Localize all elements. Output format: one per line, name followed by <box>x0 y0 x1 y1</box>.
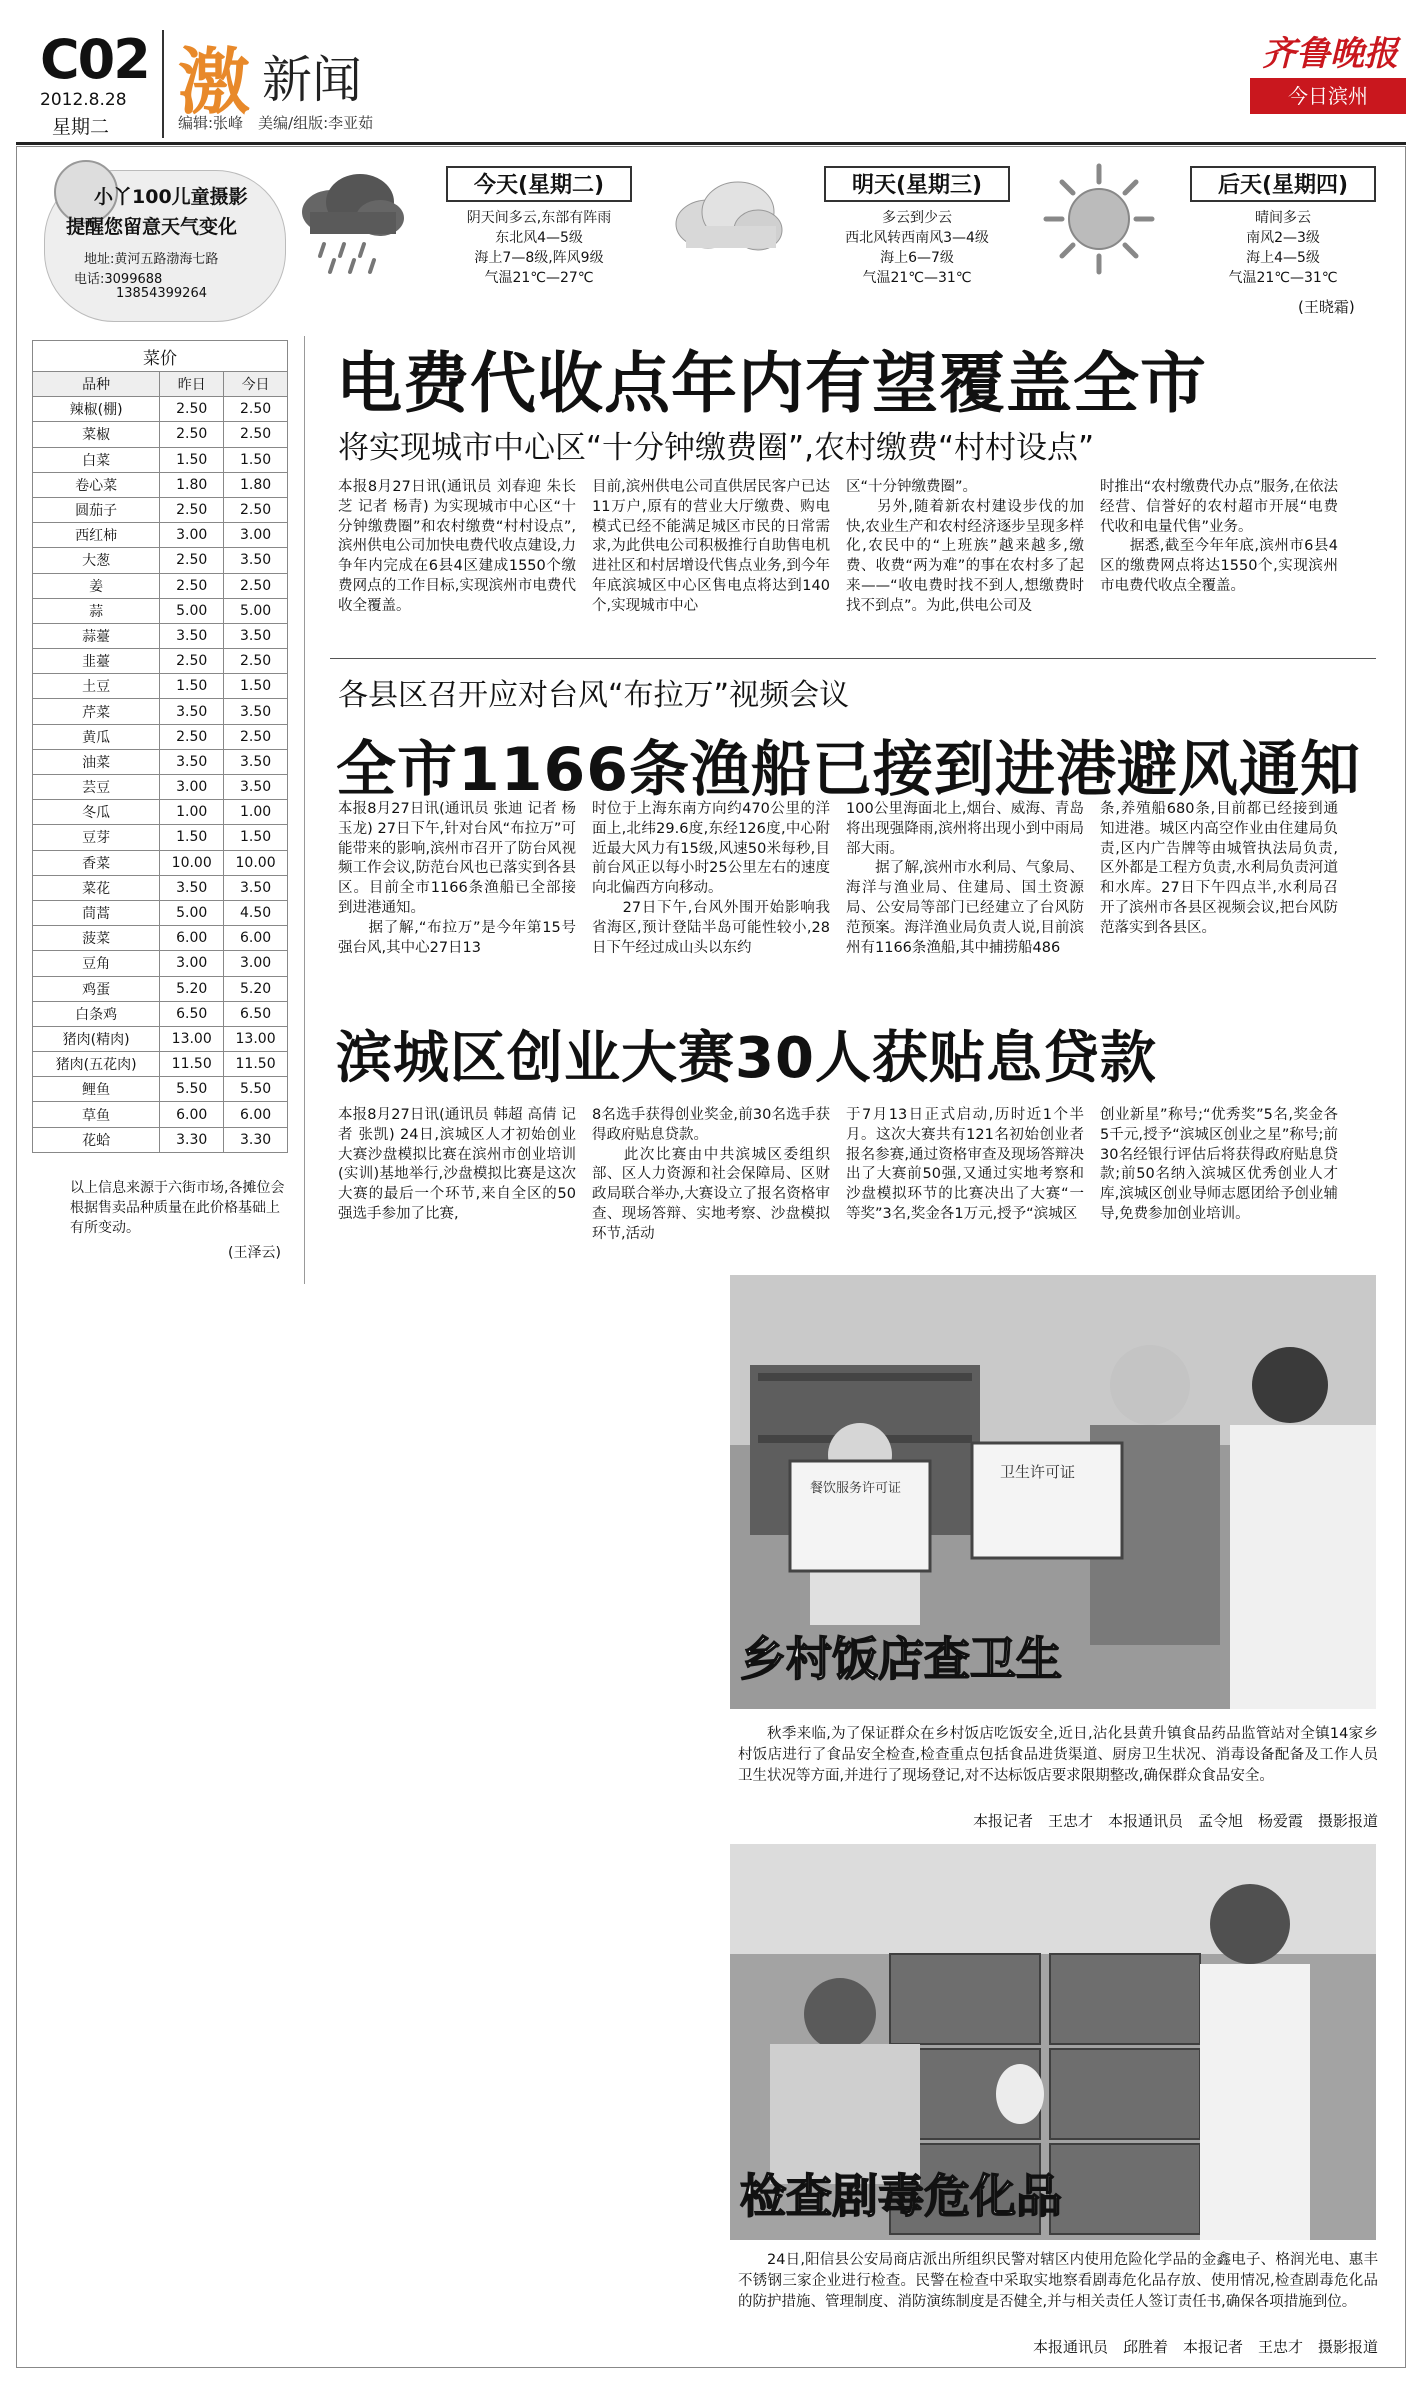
price-yesterday: 10.00 <box>160 850 224 875</box>
price-row <box>33 397 288 422</box>
col-header-today: 今日 <box>224 372 288 397</box>
price-item: 花蛤 <box>33 1127 160 1152</box>
price-today: 2.50 <box>224 397 288 422</box>
weather-dayafter-title: 后天(星期四) <box>1190 166 1376 202</box>
price-item: 韭薹 <box>33 649 160 674</box>
weather-today-sky: 阴天间多云,东部有阵雨 <box>466 210 612 226</box>
price-today: 5.00 <box>224 598 288 623</box>
page-weekday: 星期二 <box>52 116 110 138</box>
article3-col3: 于7月13日正式启动,历时近1个半月。这次大赛共有121名初始创业者报名参赛,通过资格审查及现场答辩决出了大赛前50强,又通过实地考察和沙盘模拟环节的比赛决出了大赛“一等奖”3名,奖金各1万元,授予“滨城区 <box>846 1107 1084 1222</box>
price-row <box>33 1026 288 1051</box>
price-row <box>33 674 288 699</box>
price-yesterday: 3.50 <box>160 699 224 724</box>
price-today: 6.00 <box>224 926 288 951</box>
price-yesterday: 3.00 <box>160 951 224 976</box>
photo-restaurant-inspection <box>730 1275 1376 1709</box>
header-rule <box>16 142 1406 145</box>
price-item: 冬瓜 <box>33 800 160 825</box>
price-row <box>33 1127 288 1152</box>
article1-col4: 时推出“农村缴费代办点”服务,在依法经营、信誉好的农村超市开展“电费代收和电量代售”业务。 据悉,截至今年年底,滨州市6县4区的缴费网点将达1550个,实现滨州市电费代收点全覆盖。 <box>1100 479 1338 594</box>
article3-col1: 本报8月27日讯(通讯员 韩超 高倩 记者 张凯) 24日,滨城区人才初始创业大赛沙盘模拟比赛在滨州市创业培训(实训)基地举行,沙盘模拟比赛是这次大赛的最后一个环节,来自全区的50强选手参加了比赛, <box>338 1107 576 1222</box>
column-logo-name: 新闻 <box>262 51 362 109</box>
price-row <box>33 775 288 800</box>
price-item: 菜椒 <box>33 422 160 447</box>
price-row <box>33 548 288 573</box>
price-today: 3.50 <box>224 875 288 900</box>
price-today: 1.50 <box>224 447 288 472</box>
price-yesterday: 13.00 <box>160 1026 224 1051</box>
price-today: 3.50 <box>224 775 288 800</box>
price-row <box>33 699 288 724</box>
vegetable-price-table <box>32 340 288 1153</box>
price-yesterday: 2.50 <box>160 422 224 447</box>
price-yesterday: 1.80 <box>160 472 224 497</box>
price-item: 菠菜 <box>33 926 160 951</box>
price-today: 5.50 <box>224 1077 288 1102</box>
price-item: 蒜薹 <box>33 623 160 648</box>
price-today: 3.50 <box>224 623 288 648</box>
price-yesterday: 5.50 <box>160 1077 224 1102</box>
price-row <box>33 976 288 1001</box>
weather-dayafter-temp: 气温21℃—31℃ <box>1228 270 1338 286</box>
ad-slogan: 提醒您留意天气变化 <box>66 216 238 238</box>
price-item: 菜花 <box>33 875 160 900</box>
price-today: 4.50 <box>224 900 288 925</box>
weather-tomorrow-wind: 西北风转西南风3—4级 <box>845 230 989 246</box>
price-item: 姜 <box>33 573 160 598</box>
price-today: 13.00 <box>224 1026 288 1051</box>
price-today: 3.00 <box>224 523 288 548</box>
weather-dayafter-wind: 南风2—3级 <box>1246 230 1320 246</box>
weather-today-sea: 海上7—8级,阵风9级 <box>474 250 604 266</box>
newspaper-logo: 齐鲁晚报 <box>1262 34 1398 74</box>
ad-phone: 电话:3099688 <box>74 272 163 287</box>
photo1-caption: 秋季来临,为了保证群众在乡村饭店吃饭安全,近日,沾化县黄升镇食品药品监管站对全镇14家乡村饭店进行了食品安全检查,检查重点包括食品进货渠道、厨房卫生状况、消毒设备配备及工作人员卫生状况等方面,并进行了现场登记,对不达标饭店要求限期整改,确保群众食品安全。 <box>738 1726 1378 1784</box>
price-row <box>33 951 288 976</box>
price-item: 卷心菜 <box>33 472 160 497</box>
price-today: 2.50 <box>224 422 288 447</box>
article3-col2: 8名选手获得创业奖金,前30名选手获得政府贴息贷款。 此次比赛由中共滨城区委组织部、区人力资源和社会保障局、区财政局联合举办,大赛设立了报名资格审查、现场答辩、实地考察、沙盘模拟环节,活动 <box>592 1107 830 1242</box>
price-item: 白菜 <box>33 447 160 472</box>
price-row <box>33 900 288 925</box>
weather-today-title: 今天(星期二) <box>446 166 632 202</box>
price-row <box>33 497 288 522</box>
weather-tomorrow-temp: 气温21℃—31℃ <box>862 270 972 286</box>
price-yesterday: 11.50 <box>160 1052 224 1077</box>
price-today: 5.20 <box>224 976 288 1001</box>
hygiene-license: 卫生许可证 <box>1000 1463 1076 1481</box>
price-item: 鲤鱼 <box>33 1077 160 1102</box>
price-row <box>33 800 288 825</box>
weather-dayafter-sky: 晴间多云 <box>1255 210 1311 226</box>
article1-col2: 目前,滨州供电公司直供居民客户已达11万户,原有的营业大厅缴费、购电模式已经不能满足城区市民的日常需求,为此供电公司积极推行自助售电机进社区和村居增设代售点业务,到今年年底滨城区中心区售电点将达到140个,实现城市中心 <box>592 479 830 614</box>
price-yesterday: 3.00 <box>160 523 224 548</box>
price-item: 豆芽 <box>33 825 160 850</box>
price-table-caption: 菜价 <box>33 341 288 372</box>
header-divider <box>162 30 164 138</box>
column-logo-mark: 激 <box>178 39 251 124</box>
price-yesterday: 2.50 <box>160 497 224 522</box>
price-row <box>33 1102 288 1127</box>
price-item: 香菜 <box>33 850 160 875</box>
price-today: 1.80 <box>224 472 288 497</box>
price-item: 蒜 <box>33 598 160 623</box>
weather-tomorrow-sea: 海上6—7级 <box>880 250 954 266</box>
photo-studio-ad <box>44 160 284 328</box>
price-today: 10.00 <box>224 850 288 875</box>
price-today: 2.50 <box>224 497 288 522</box>
price-yesterday: 6.00 <box>160 1102 224 1127</box>
article2-col2: 时位于上海东南方向约470公里的洋面上,北纬29.6度,东经126度,中心附近最大风力有15级,风速50米每秒,目前台风正以每小时25公里左右的速度向北偏西方向移动。 27日下午,台风外围开始影响我省海区,预计登陆半岛可能性较小,28日下午经过成山头以东约 <box>592 801 830 956</box>
price-yesterday: 2.50 <box>160 548 224 573</box>
price-item: 茼蒿 <box>33 900 160 925</box>
price-today: 2.50 <box>224 649 288 674</box>
price-yesterday: 5.00 <box>160 598 224 623</box>
section-badge: 今日滨州 <box>1250 78 1406 114</box>
price-item: 土豆 <box>33 674 160 699</box>
price-item: 西红柿 <box>33 523 160 548</box>
weather-today-temp: 气温21℃—27℃ <box>484 270 594 286</box>
price-yesterday: 3.30 <box>160 1127 224 1152</box>
price-item: 黄瓜 <box>33 724 160 749</box>
weather-credit: (王晓霜) <box>1298 298 1355 316</box>
price-item: 鸡蛋 <box>33 976 160 1001</box>
photo1-credit: 本报记者 王忠才 本报通讯员 孟令旭 杨爱霞 摄影报道 <box>972 1812 1378 1830</box>
price-row <box>33 749 288 774</box>
price-row <box>33 875 288 900</box>
price-yesterday: 1.50 <box>160 825 224 850</box>
price-credit: (王泽云) <box>228 1245 281 1261</box>
price-today: 2.50 <box>224 573 288 598</box>
page-code: C02 <box>40 28 149 91</box>
article1-headline: 电费代收点年内有望覆盖全市 <box>336 345 1207 422</box>
price-row <box>33 825 288 850</box>
price-source-note: 以上信息来源于六街市场,各摊位会根据售卖品种质量在此价格基础上有所变动。 <box>70 1180 285 1236</box>
price-row <box>33 472 288 497</box>
photo2-title: 检查剧毒危化品 <box>740 2169 1062 2223</box>
price-row <box>33 649 288 674</box>
article3-headline: 滨城区创业大赛30人获贴息贷款 <box>336 1026 1157 1091</box>
article3-col4: 创业新星”称号;“优秀奖”5名,奖金各5千元,授予“滨城区创业之星”称号;前30名经银行评估后将获得政府贴息贷款;前50名纳入滨城区优秀创业人才库,滨城区创业导师志愿团给予创业辅导,免费参加创业培训。 <box>1100 1107 1338 1222</box>
cloud-icon <box>668 160 786 278</box>
photo1-title: 乡村饭店查卫生 <box>740 1632 1062 1686</box>
price-yesterday: 2.50 <box>160 724 224 749</box>
price-row <box>33 724 288 749</box>
weather-today-wind: 东北风4—5级 <box>495 230 583 246</box>
photo2-credit: 本报通讯员 邱胜着 本报记者 王忠才 摄影报道 <box>1032 2338 1378 2356</box>
price-yesterday: 1.00 <box>160 800 224 825</box>
price-today: 2.50 <box>224 724 288 749</box>
price-yesterday: 2.50 <box>160 649 224 674</box>
article2-kicker: 各县区召开应对台风“布拉万”视频会议 <box>338 678 850 713</box>
price-today: 3.30 <box>224 1127 288 1152</box>
price-row <box>33 598 288 623</box>
sun-icon <box>1040 160 1158 278</box>
food-service-license: 餐饮服务许可证 <box>810 1481 902 1496</box>
article1-col3: 区“十分钟缴费圈”。 另外,随着新农村建设步伐的加快,农业生产和农村经济逐步呈现多样化,农民中的“上班族”越来越多,缴费、收费“两为难”的事在农村多了起来——“收电费时找不到人,想缴费时找不到点”。为此,供电公司及 <box>846 479 1084 614</box>
price-today: 3.50 <box>224 548 288 573</box>
rain-cloud-icon <box>292 160 410 278</box>
price-yesterday: 3.50 <box>160 623 224 648</box>
weather-dayafter-sea: 海上4—5级 <box>1246 250 1320 266</box>
price-item: 白条鸡 <box>33 1001 160 1026</box>
price-today: 1.50 <box>224 674 288 699</box>
article2-headline: 全市1166条渔船已接到进港避风通知 <box>336 735 1361 805</box>
price-row <box>33 850 288 875</box>
price-row <box>33 623 288 648</box>
price-yesterday: 1.50 <box>160 447 224 472</box>
price-today: 1.50 <box>224 825 288 850</box>
price-row <box>33 422 288 447</box>
col-header-yesterday: 昨日 <box>160 372 224 397</box>
price-item: 豆角 <box>33 951 160 976</box>
price-row <box>33 1001 288 1026</box>
price-row <box>33 523 288 548</box>
price-item: 油菜 <box>33 749 160 774</box>
price-today: 3.50 <box>224 699 288 724</box>
ad-mobile: 13854399264 <box>116 286 207 301</box>
article1-col1: 本报8月27日讯(通讯员 刘春迎 朱长芝 记者 杨青) 为实现城市中心区“十分钟缴费圈”和农村缴费“村村设点”,滨州供电公司加快电费代收点建设,力争年内完成在6县4区建成1550个缴费网点的工作目标,实现滨州市电费代收全覆盖。 <box>338 479 576 614</box>
price-row <box>33 926 288 951</box>
weather-tomorrow-title: 明天(星期三) <box>824 166 1010 202</box>
price-item: 圆茄子 <box>33 497 160 522</box>
price-yesterday: 3.50 <box>160 749 224 774</box>
price-row <box>33 1077 288 1102</box>
article-separator <box>330 658 1376 659</box>
photo2-caption: 24日,阳信县公安局商店派出所组织民警对辖区内使用危险化学品的金鑫电子、格润光电、惠丰不锈钢三家企业进行检查。民警在检查中采取实地察看剧毒危化品存放、使用情况,检查剧毒危化品的防护措施、管理制度、消防演练制度是否健全,并与相关责任人签订责任书,确保各项措施到位。 <box>738 2252 1378 2310</box>
price-today: 11.50 <box>224 1052 288 1077</box>
price-item: 芸豆 <box>33 775 160 800</box>
col-header-item: 品种 <box>33 372 160 397</box>
price-yesterday: 2.50 <box>160 573 224 598</box>
price-yesterday: 5.00 <box>160 900 224 925</box>
price-yesterday: 6.00 <box>160 926 224 951</box>
price-row <box>33 573 288 598</box>
column-divider <box>304 336 305 1284</box>
price-item: 猪肉(精肉) <box>33 1026 160 1051</box>
price-yesterday: 6.50 <box>160 1001 224 1026</box>
price-item: 辣椒(棚) <box>33 397 160 422</box>
price-yesterday: 5.20 <box>160 976 224 1001</box>
price-yesterday: 3.00 <box>160 775 224 800</box>
weather-tomorrow-sky: 多云到少云 <box>882 210 952 226</box>
article1-subhead: 将实现城市中心区“十分钟缴费圈”,农村缴费“村村设点” <box>338 430 1095 466</box>
photo-hazmat-inspection <box>730 1844 1376 2240</box>
price-yesterday: 2.50 <box>160 397 224 422</box>
article2-col3: 100公里海面北上,烟台、威海、青岛将出现强降雨,滨州将出现小到中雨局部大雨。 据了解,滨州市水利局、气象局、海洋与渔业局、住建局、国土资源局、公安局等部门已经建立了台风防范预案。海洋渔业局负责人说,目前滨州有1166条渔船,其中捕捞船486 <box>846 801 1084 956</box>
page-date: 2012.8.28 <box>40 90 127 110</box>
price-yesterday: 3.50 <box>160 875 224 900</box>
price-row <box>33 1052 288 1077</box>
price-item: 芹菜 <box>33 699 160 724</box>
editor-credits: 编辑:张峰 美编/组版:李亚茹 <box>178 114 374 132</box>
article2-col1: 本报8月27日讯(通讯员 张迪 记者 杨玉龙) 27日下午,针对台风“布拉万”可能带来的影响,滨州市召开了防台风视频工作会议,防范台风也已落实到各县区。目前全市1166条渔船已全部接到进港通知。 据了解,“布拉万”是今年第15号强台风,其中心27日13 <box>338 801 576 956</box>
ad-address: 地址:黄河五路渤海七路 <box>84 252 219 267</box>
price-today: 6.50 <box>224 1001 288 1026</box>
article2-col4: 条,养殖船680条,目前都已经接到通知进港。城区内高空作业由住建局负责,区内广告牌等由城管执法局负责,区外都是工程方负责,水利局负责河道和水库。27日下午四点半,水利局召开了滨州市各县区视频会议,把台风防范落实到各县区。 <box>1100 801 1338 936</box>
price-today: 1.00 <box>224 800 288 825</box>
price-item: 大葱 <box>33 548 160 573</box>
price-item: 猪肉(五花肉) <box>33 1052 160 1077</box>
price-today: 6.00 <box>224 1102 288 1127</box>
price-yesterday: 1.50 <box>160 674 224 699</box>
price-today: 3.00 <box>224 951 288 976</box>
price-today: 3.50 <box>224 749 288 774</box>
ad-studio-name: 小丫100儿童摄影 <box>94 186 248 208</box>
price-item: 草鱼 <box>33 1102 160 1127</box>
price-row <box>33 447 288 472</box>
